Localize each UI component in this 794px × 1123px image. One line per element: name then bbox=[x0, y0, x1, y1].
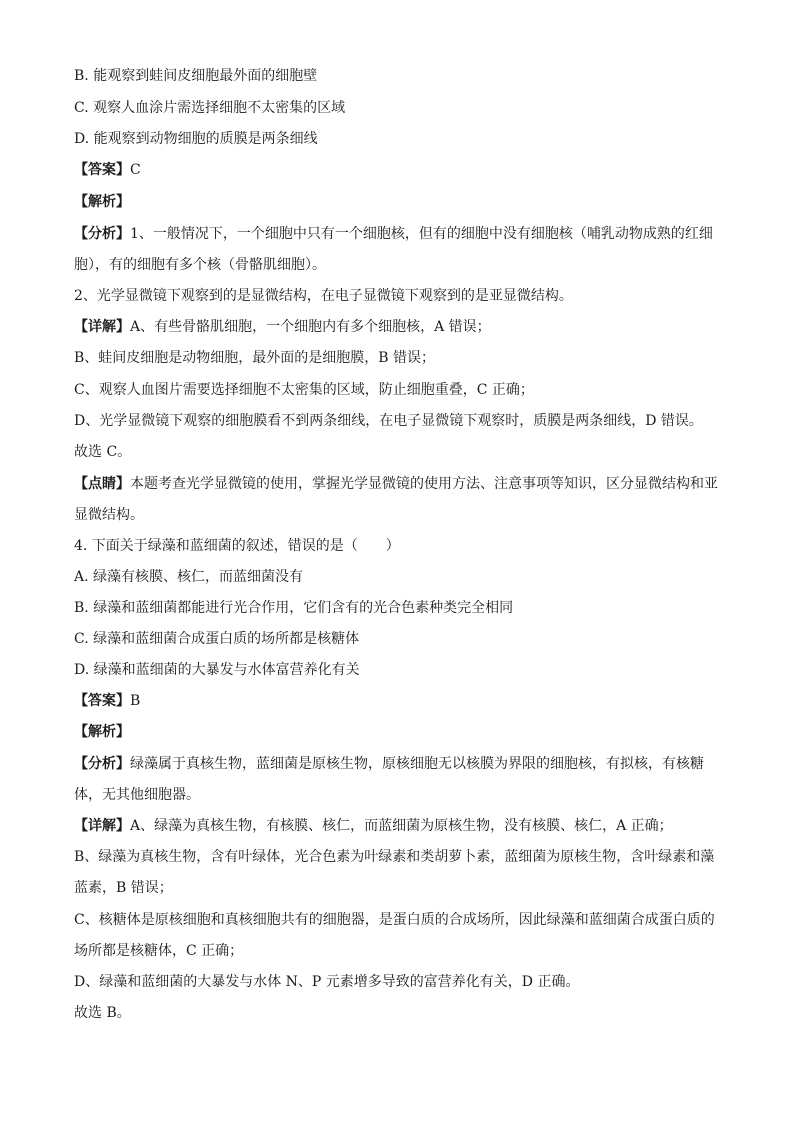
q4-option-a: A. 绿藻有核膜、核仁，而蓝细菌没有 bbox=[74, 569, 304, 585]
q3-answer-tag: 【答案】 bbox=[74, 162, 130, 178]
q4-fenxi-text-1: 绿藻属于真核生物，蓝细菌是原核生物，原核细胞无以核膜为界限的细胞核，有拟核，有核糖 bbox=[130, 756, 704, 772]
q3-option-d: D. 能观察到动物细胞的质膜是两条细线 bbox=[74, 131, 318, 147]
q4-answer-tag: 【答案】 bbox=[74, 693, 130, 709]
q4-xiangjie-line-2: B、绿藻为真核生物，含有叶绿体，光合色素为叶绿素和类胡萝卜素，蓝细菌为原核生物，含叶绿素和藻 bbox=[74, 849, 715, 865]
q3-fenxi-line-2: 胞），有的细胞有多个核（骨骼肌细胞）。 bbox=[74, 257, 326, 273]
q4-xiangjie-tag: 【详解】 bbox=[74, 818, 130, 834]
q4-xiangjie-line-4: C、核糖体是原核细胞和真核细胞共有的细胞器，是蛋白质的合成场所，因此绿藻和蓝细菌合成蛋白质的 bbox=[74, 912, 715, 928]
q4-conclusion: 故选 B。 bbox=[74, 1005, 131, 1021]
q3-fenxi-text-1: 1、一般情况下，一个细胞中只有一个细胞核，但有的细胞中没有细胞核（哺乳动物成熟的红细 bbox=[130, 226, 713, 242]
q4-answer-line bbox=[74, 692, 734, 710]
q3-answer-line bbox=[74, 161, 734, 179]
q3-answer-value: C bbox=[130, 162, 141, 178]
q4-answer-value: B bbox=[130, 693, 141, 709]
q4-xiangjie-line-3: 蓝素，B 错误； bbox=[74, 880, 173, 896]
q3-dianjing-line-2: 显微结构。 bbox=[74, 507, 144, 523]
q4-xiangjie-line-6: D、绿藻和蓝细菌的大暴发与水体 N、P 元素增多导致的富营养化有关，D 正确。 bbox=[74, 974, 580, 990]
q4-option-c: C. 绿藻和蓝细菌合成蛋白质的场所都是核糖体 bbox=[74, 631, 360, 647]
q3-xiangjie-text-1: A、有些骨骼肌细胞，一个细胞内有多个细胞核，A 错误； bbox=[130, 319, 491, 335]
q3-dianjing-text-1: 本题考查光学显微镜的使用，掌握光学显微镜的使用方法、注意事项等知识，区分显微结构和亚 bbox=[130, 476, 718, 492]
q3-fenxi-line-1 bbox=[74, 225, 734, 243]
q4-option-b: B. 绿藻和蓝细菌都能进行光合作用，它们含有的光合色素种类完全相同 bbox=[74, 600, 514, 616]
q3-xiangjie-line-2: B、蛙间皮细胞是动物细胞，最外面的是细胞膜，B 错误； bbox=[74, 350, 436, 366]
q3-xiangjie-line-3: C、观察人血图片需要选择细胞不太密集的区域，防止细胞重叠，C 正确； bbox=[74, 382, 534, 398]
q4-xiangjie-line-5: 场所都是核糖体，C 正确； bbox=[74, 943, 244, 959]
q3-fenxi-line-3: 2、光学显微镜下观察到的是显微结构，在电子显微镜下观察到的是亚显微结构。 bbox=[74, 288, 573, 304]
q4-option-d: D. 绿藻和蓝细菌的大暴发与水体富营养化有关 bbox=[74, 662, 360, 678]
q3-fenxi-tag: 【分析】 bbox=[74, 226, 130, 242]
q3-xiangjie-line-4: D、光学显微镜下观察的细胞膜看不到两条细线，在电子显微镜下观察时，质膜是两条细线，D 错误。 bbox=[74, 413, 703, 429]
q3-dianjing-line-1 bbox=[74, 475, 734, 493]
q3-conclusion: 故选 C。 bbox=[74, 444, 132, 460]
q3-option-c: C. 观察人血涂片需选择细胞不太密集的区域 bbox=[74, 100, 346, 116]
q3-xiangjie-line-1 bbox=[74, 318, 734, 336]
q4-xiangjie-text-1: A、绿藻为真核生物，有核膜、核仁，而蓝细菌为原核生物，没有核膜、核仁，A 正确； bbox=[130, 818, 673, 834]
q3-analysis-tag: 【解析】 bbox=[74, 194, 130, 210]
q4-fenxi-tag: 【分析】 bbox=[74, 756, 130, 772]
q4-analysis-tag: 【解析】 bbox=[74, 724, 130, 740]
q3-xiangjie-tag: 【详解】 bbox=[74, 319, 130, 335]
q3-option-b: B. 能观察到蛙间皮细胞最外面的细胞壁 bbox=[74, 68, 318, 84]
q4-question: 4. 下面关于绿藻和蓝细菌的叙述，错误的是（ ） bbox=[74, 538, 400, 554]
q3-dianjing-tag: 【点睛】 bbox=[74, 476, 130, 492]
q4-fenxi-line-2: 体，无其他细胞器。 bbox=[74, 787, 200, 803]
q4-xiangjie-line-1 bbox=[74, 817, 734, 835]
q4-fenxi-line-1 bbox=[74, 755, 734, 773]
